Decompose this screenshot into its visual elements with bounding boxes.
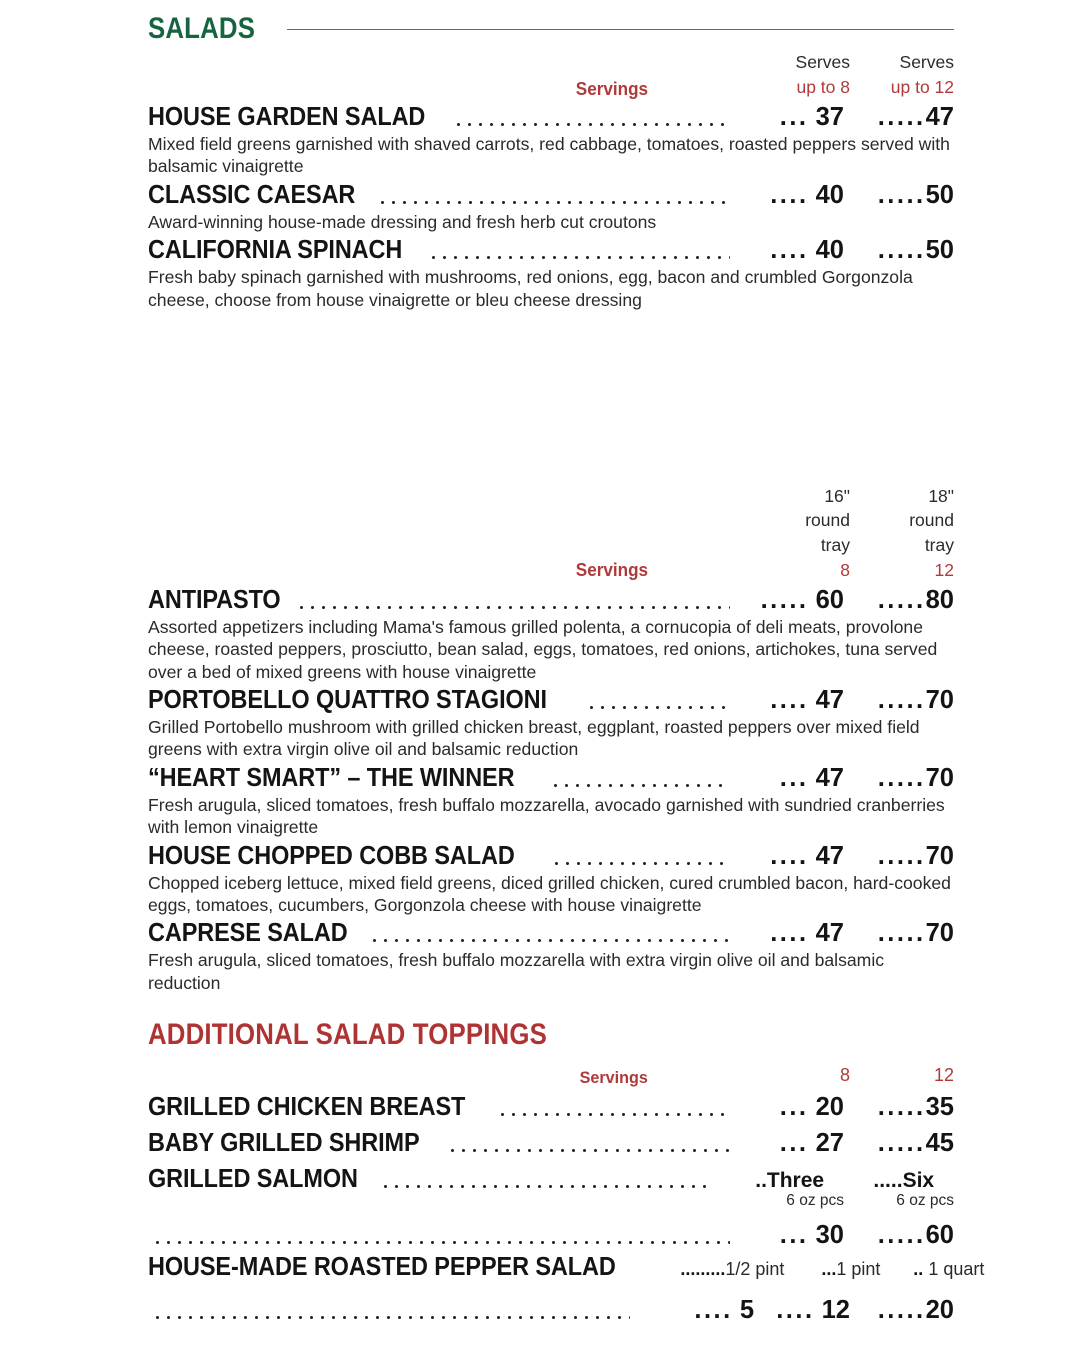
price-value: 47 [815,841,844,870]
price-value: 80 [925,585,954,614]
menu-item-name: GRILLED CHICKEN BREAST [148,1093,466,1122]
price-value: 45 [925,1129,954,1158]
menu-item-price-12 [844,1092,954,1122]
menu-item-name: PORTOBELLO QUATTRO STAGIONI [148,686,547,715]
price-dots: ..... [877,686,926,715]
menu-item-price-12 [844,685,954,715]
unit-dots: .. [755,1169,767,1193]
price-dots: ..... [877,585,926,614]
menu-item-price-12 [844,763,954,793]
menu-item-line [148,180,954,210]
menu-item [148,180,954,233]
section-header-salads [148,0,954,44]
section-rule [287,29,954,30]
salmon-subunit-1: 6 oz pcs [786,1192,844,1210]
price-dots: ... [779,1221,809,1250]
dot-leader [152,1304,630,1324]
unit-dots: .. [913,1259,924,1280]
menu-item [148,102,954,178]
dot-leader [377,189,730,209]
unit-label: 1 pint [836,1259,881,1280]
column-serves-12-line2: up to 12 [890,77,954,98]
price-dots: .... [694,1295,733,1324]
column-18-line2: round [909,510,954,531]
price-dots: ..... [877,763,926,792]
price-dots: ..... [877,103,926,131]
pepper-unit-pint [784,1259,880,1280]
pepper-price-pint [754,1295,850,1325]
price-dots: ... [779,763,809,792]
spacer [148,1192,734,1210]
menu-item-price-8 [734,1128,844,1158]
menu-item-description: Fresh arugula, sliced tomatoes, fresh buffalo mozzarella with extra virgin olive oil and balsamic reduction [148,950,885,993]
price-value: 35 [925,1093,954,1122]
pepper-price-half-pint [634,1295,754,1325]
salmon-price-row [148,1220,954,1250]
menu-item-price-8 [734,1092,844,1122]
menu-item [148,918,954,994]
menu-item [148,841,954,917]
menu-item-line [148,1164,954,1194]
menu-item-price-12 [844,1128,954,1158]
dot-leader [296,594,730,614]
menu-item-price-12 [844,102,954,132]
column-serves-8-line1: Serves [795,52,850,73]
menu-item-line [148,763,954,793]
section-title-salads: SALADS [148,12,256,45]
menu-item [148,763,954,839]
column-18-line3: tray [924,535,954,556]
price-value: 70 [925,919,954,948]
menu-item-description: Fresh baby spinach garnished with mushrooms, red onions, egg, bacon and crumbled Gorgonzola cheese, choose from house vinaigrette or bleu cheese dressing [148,267,913,310]
menu-item-price-8 [734,763,844,793]
menu-item [148,235,954,311]
menu-item-price-12 [844,585,954,615]
menu-item-name: GRILLED SALMON [148,1165,358,1194]
menu-item [148,1092,954,1122]
price-value: 47 [815,763,844,792]
price-dots: .... [770,180,809,209]
menu-item-description: Chopped iceberg lettuce, mixed field greens, diced grilled chicken, cured crumbled bacon, hard-cooked eggs, tomatoes, cucumbers, Gorgonzola cheese with house vinaigrette [148,872,951,916]
price-dots: .... [770,841,809,870]
price-value: 37 [815,103,844,131]
menu-item-name: CLASSIC CAESAR [148,180,356,209]
servings-label: Servings [575,79,648,99]
menu-item-name: HOUSE GARDEN SALAD [148,103,426,131]
menu-item-name: BABY GRILLED SHRIMP [148,1129,420,1158]
price-dots: ..... [877,919,926,948]
price-dots: ... [779,1093,809,1122]
menu-item-line [148,918,954,948]
price-dots: ..... [760,585,809,614]
menu-item-description: Award-winning house-made dressing and fresh herb cut croutons [148,211,657,232]
dot-leader [551,850,730,870]
column-serves-8-line2: up to 8 [796,77,850,98]
section-gap [148,311,954,473]
column-16-line3: tray [820,535,850,556]
dot-leader [497,1101,730,1121]
dot-leader [152,1229,730,1249]
price-value: 70 [925,686,954,715]
price-value: 50 [925,180,954,209]
price-dots: ..... [877,1093,926,1122]
unit-label: Six [902,1169,935,1193]
menu-item-name: ANTIPASTO [148,585,281,614]
column-16-servings: 8 [840,560,850,581]
price-dots: ..... [877,1221,926,1250]
menu-item-line [148,585,954,615]
price-dots: .... [770,686,809,715]
menu-item-description: Assorted appetizers including Mama's famous grilled polenta, a cornucopia of deli meats, provolone cheese, roasted peppers, prosciutto, bean salad, eggs, tomatoes, red onions, artichokes, tuna served over a bed of mixed greens with house vinaigrette [148,617,938,682]
dot-leader [380,1173,710,1193]
menu-item [148,585,954,683]
dot-leader [447,1137,730,1157]
price-value: 60 [925,1221,954,1250]
column-16-line2: round [805,510,850,531]
menu-item-name: HOUSE-MADE ROASTED PEPPER SALAD [148,1253,616,1282]
unit-label: 1 quart [928,1259,985,1280]
salmon-unit-six [824,1169,934,1193]
price-value: 40 [815,180,844,209]
price-value: 70 [925,763,954,792]
dot-leader [550,772,730,792]
menu-item-line [148,1092,954,1122]
salmon-subunit-row [148,1192,954,1210]
menu-item-price-8 [734,102,844,132]
price-value: 30 [815,1221,844,1250]
section-header-toppings [148,1020,954,1050]
unit-label: Three [766,1169,825,1193]
price-value: 50 [925,236,954,265]
price-dots: ..... [877,180,926,209]
menu-item-price-8 [734,841,844,871]
unit-dots: ..... [873,1169,903,1193]
column-header-trays [148,473,954,583]
menu-item-description: Mixed field greens garnished with shaved carrots, red cabbage, tomatoes, roasted peppers served with balsamic vinaigrette [148,134,950,177]
unit-label: 1/2 pint [725,1259,785,1280]
menu-item-price-8 [734,180,844,210]
menu-item-price-8 [734,585,844,615]
servings-label: Servings [575,559,648,580]
menu-item-price-12 [844,841,954,871]
price-value: 60 [815,585,844,614]
column-serves-8 [740,50,850,100]
price-dots: ..... [877,841,926,870]
price-value: 20 [815,1093,844,1122]
unit-dots: ... [821,1259,837,1280]
salmon-unit-three [714,1169,824,1193]
column-18-line1: 18" [928,485,954,506]
price-dots: ..... [877,1129,926,1158]
pepper-unit-half-pint [664,1259,784,1280]
column-servings-12: 12 [933,1064,954,1085]
menu-item-pepper-salad [148,1252,985,1324]
price-value: 40 [815,236,844,265]
pepper-price-quart [850,1295,954,1325]
menu-item-price-8 [734,685,844,715]
section-title-toppings: ADDITIONAL SALAD TOPPINGS [148,1018,547,1052]
price-dots: .... [770,919,809,948]
menu-item-line [148,235,954,265]
menu-item-line [148,1252,985,1282]
menu-item-name: “HEART SMART” – THE WINNER [148,763,515,792]
price-value: 27 [815,1129,844,1158]
salmon-price-six [844,1220,954,1250]
menu-item-line [148,685,954,715]
price-value: 12 [821,1295,850,1324]
dot-leader [369,927,730,947]
column-16-round-tray [740,484,850,583]
menu-item-price-12 [844,235,954,265]
menu-item-line [148,102,954,132]
menu-item-name: HOUSE CHOPPED COBB SALAD [148,841,515,870]
price-dots: ..... [877,1295,926,1324]
column-serves-12 [844,50,954,100]
column-serves-12-line1: Serves [899,52,954,73]
menu-item-price-12 [844,180,954,210]
menu-item-price-8 [734,235,844,265]
dot-leader [453,111,730,131]
price-dots: ..... [877,236,926,265]
menu-item-line [148,841,954,871]
column-servings-8: 8 [839,1064,850,1085]
menu-item-description: Grilled Portobello mushroom with grilled chicken breast, eggplant, roasted peppers over mixed field greens with extra virgin olive oil and balsamic reduction [148,717,920,760]
menu-item-line [148,1128,954,1158]
menu-item [148,1128,954,1158]
price-value: 20 [925,1295,954,1324]
pepper-price-row [148,1295,954,1325]
dot-leader [586,694,730,714]
column-18-servings: 12 [934,560,954,581]
salmon-subunit-2: 6 oz pcs [896,1192,954,1210]
column-16-line1: 16" [824,485,850,506]
price-value: 47 [925,103,954,131]
price-dots: ... [779,103,809,131]
salmon-price-three [734,1220,844,1250]
price-value: 5 [739,1295,754,1324]
menu-item-name: CAPRESE SALAD [148,919,348,948]
column-header-salads [148,44,954,100]
column-header-toppings [148,1050,954,1090]
servings-label: Servings [579,1068,648,1088]
price-dots: .... [770,236,809,265]
price-value: 70 [925,841,954,870]
unit-dots: ......... [680,1259,726,1280]
menu-item [148,685,954,761]
menu-item-description: Fresh arugula, sliced tomatoes, fresh buffalo mozzarella, avocado garnished with sundried cranberries with lemon vinaigrette [148,794,945,838]
menu-item-price-12 [844,918,954,948]
price-value: 47 [815,686,844,715]
menu-item-name: CALIFORNIA SPINACH [148,236,403,265]
price-dots: ... [779,1129,809,1158]
price-dots: .... [776,1295,815,1324]
menu-item-price-8 [734,918,844,948]
dot-leader [428,244,730,264]
pepper-unit-quart [880,1259,984,1280]
price-value: 47 [815,919,844,948]
section-gap [148,994,954,1020]
menu-item-salmon [148,1164,954,1250]
column-18-round-tray [844,484,954,583]
menu-content [148,0,985,1325]
